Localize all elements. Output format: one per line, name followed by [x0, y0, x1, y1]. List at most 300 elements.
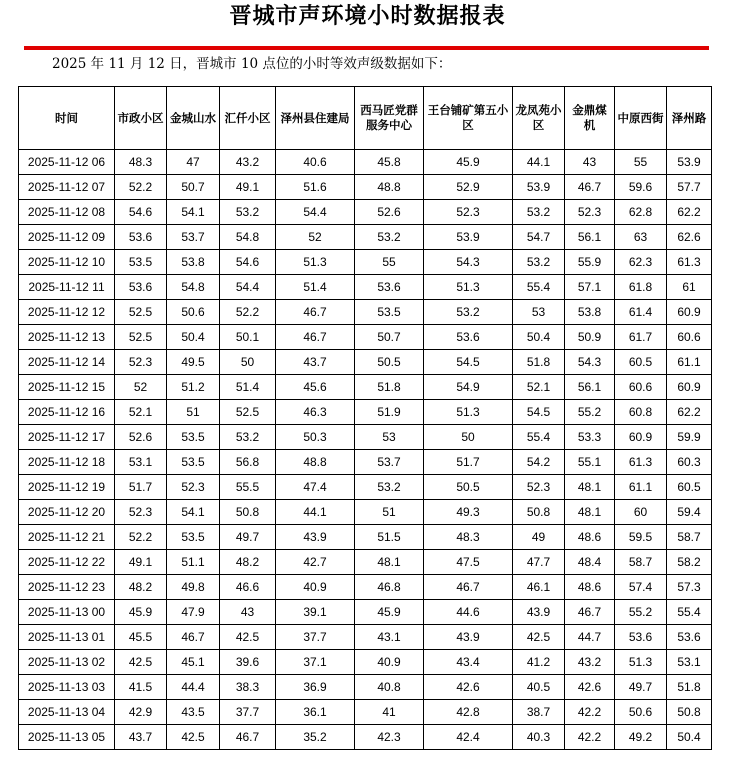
value-cell: 41: [355, 700, 424, 725]
table-row: [19, 725, 712, 750]
value-cell: 42.2: [565, 700, 615, 725]
value-cell: 46.7: [424, 575, 513, 600]
value-cell: 51.6: [276, 175, 355, 200]
column-header: 汇仟小区: [220, 87, 276, 150]
value-cell: 53.8: [565, 300, 615, 325]
value-cell: 46.1: [513, 575, 565, 600]
value-cell: 53: [513, 300, 565, 325]
time-cell: 2025-11-12 20: [19, 500, 115, 525]
value-cell: 53.6: [355, 275, 424, 300]
value-cell: 54.4: [220, 275, 276, 300]
value-cell: 54.3: [424, 250, 513, 275]
value-cell: 50.4: [667, 725, 712, 750]
time-cell: 2025-11-13 01: [19, 625, 115, 650]
value-cell: 51.4: [276, 275, 355, 300]
value-cell: 58.7: [615, 550, 667, 575]
value-cell: 50.6: [167, 300, 220, 325]
value-cell: 42.6: [424, 675, 513, 700]
column-header: 泽州路: [667, 87, 712, 150]
value-cell: 53.5: [167, 425, 220, 450]
value-cell: 52: [276, 225, 355, 250]
value-cell: 50: [220, 350, 276, 375]
value-cell: 45.5: [115, 625, 167, 650]
table-row: [19, 500, 712, 525]
time-cell: 2025-11-12 18: [19, 450, 115, 475]
value-cell: 55.9: [565, 250, 615, 275]
title-divider: [24, 46, 709, 50]
value-cell: 52.6: [115, 425, 167, 450]
value-cell: 53.3: [565, 425, 615, 450]
value-cell: 45.9: [115, 600, 167, 625]
time-cell: 2025-11-13 02: [19, 650, 115, 675]
table-body: [19, 150, 712, 750]
value-cell: 55: [615, 150, 667, 175]
value-cell: 46.7: [167, 625, 220, 650]
value-cell: 44.6: [424, 600, 513, 625]
value-cell: 48.1: [565, 475, 615, 500]
value-cell: 51.7: [115, 475, 167, 500]
value-cell: 42.8: [424, 700, 513, 725]
value-cell: 60.9: [615, 425, 667, 450]
value-cell: 48.3: [424, 525, 513, 550]
value-cell: 50.1: [220, 325, 276, 350]
value-cell: 38.3: [220, 675, 276, 700]
value-cell: 58.2: [667, 550, 712, 575]
value-cell: 50: [424, 425, 513, 450]
report-subtitle: 2025 年 11 月 12 日，晋城市 10 点位的小时等效声级数据如下：: [52, 56, 452, 72]
value-cell: 43.7: [276, 350, 355, 375]
value-cell: 51.1: [167, 550, 220, 575]
value-cell: 62.3: [615, 250, 667, 275]
value-cell: 45.1: [167, 650, 220, 675]
table-row: [19, 375, 712, 400]
value-cell: 43.2: [220, 150, 276, 175]
table-row: [19, 525, 712, 550]
value-cell: 59.6: [615, 175, 667, 200]
value-cell: 54.5: [424, 350, 513, 375]
value-cell: 54.8: [220, 225, 276, 250]
value-cell: 51.9: [355, 400, 424, 425]
value-cell: 40.6: [276, 150, 355, 175]
value-cell: 50.3: [276, 425, 355, 450]
value-cell: 56.8: [220, 450, 276, 475]
value-cell: 41.5: [115, 675, 167, 700]
value-cell: 56.1: [565, 375, 615, 400]
value-cell: 57.4: [615, 575, 667, 600]
value-cell: 52.2: [115, 175, 167, 200]
value-cell: 41.2: [513, 650, 565, 675]
value-cell: 53: [355, 425, 424, 450]
value-cell: 42.5: [115, 650, 167, 675]
time-cell: 2025-11-12 07: [19, 175, 115, 200]
value-cell: 61.7: [615, 325, 667, 350]
value-cell: 51.3: [424, 275, 513, 300]
value-cell: 53.5: [167, 450, 220, 475]
value-cell: 52.1: [115, 400, 167, 425]
value-cell: 42.3: [355, 725, 424, 750]
table-row: [19, 700, 712, 725]
value-cell: 53.6: [615, 625, 667, 650]
value-cell: 54.3: [565, 350, 615, 375]
value-cell: 52.5: [115, 325, 167, 350]
table-row: [19, 275, 712, 300]
value-cell: 51.3: [424, 400, 513, 425]
value-cell: 42.5: [513, 625, 565, 650]
time-cell: 2025-11-12 21: [19, 525, 115, 550]
value-cell: 54.4: [276, 200, 355, 225]
table-row: [19, 175, 712, 200]
column-header: 王台铺矿第五小区: [424, 87, 513, 150]
value-cell: 55.5: [220, 475, 276, 500]
value-cell: 60.9: [667, 300, 712, 325]
time-cell: 2025-11-12 22: [19, 550, 115, 575]
value-cell: 47: [167, 150, 220, 175]
value-cell: 50.8: [513, 500, 565, 525]
value-cell: 49.1: [220, 175, 276, 200]
value-cell: 51.3: [615, 650, 667, 675]
value-cell: 46.6: [220, 575, 276, 600]
value-cell: 60: [615, 500, 667, 525]
value-cell: 49.7: [220, 525, 276, 550]
value-cell: 56.1: [565, 225, 615, 250]
value-cell: 61.1: [615, 475, 667, 500]
value-cell: 48.8: [355, 175, 424, 200]
value-cell: 52.2: [220, 300, 276, 325]
value-cell: 53.2: [513, 250, 565, 275]
table-row: [19, 650, 712, 675]
value-cell: 52.3: [424, 200, 513, 225]
value-cell: 60.6: [667, 325, 712, 350]
value-cell: 53.2: [355, 225, 424, 250]
column-header: 泽州县住建局: [276, 87, 355, 150]
value-cell: 62.2: [667, 200, 712, 225]
value-cell: 61.3: [667, 250, 712, 275]
column-header: 中原西街: [615, 87, 667, 150]
value-cell: 44.4: [167, 675, 220, 700]
value-cell: 44.7: [565, 625, 615, 650]
value-cell: 53.1: [115, 450, 167, 475]
value-cell: 53.9: [424, 225, 513, 250]
value-cell: 54.6: [115, 200, 167, 225]
value-cell: 54.2: [513, 450, 565, 475]
value-cell: 49.1: [115, 550, 167, 575]
value-cell: 40.3: [513, 725, 565, 750]
value-cell: 53.9: [513, 175, 565, 200]
time-cell: 2025-11-12 06: [19, 150, 115, 175]
time-cell: 2025-11-13 03: [19, 675, 115, 700]
value-cell: 48.6: [565, 525, 615, 550]
value-cell: 48.8: [276, 450, 355, 475]
column-header: 金鼎煤机: [565, 87, 615, 150]
value-cell: 52.3: [115, 350, 167, 375]
table-row: [19, 450, 712, 475]
value-cell: 50.5: [424, 475, 513, 500]
value-cell: 63: [615, 225, 667, 250]
value-cell: 45.9: [424, 150, 513, 175]
time-cell: 2025-11-12 14: [19, 350, 115, 375]
value-cell: 48.4: [565, 550, 615, 575]
value-cell: 60.5: [615, 350, 667, 375]
value-cell: 46.7: [565, 175, 615, 200]
value-cell: 52.9: [424, 175, 513, 200]
value-cell: 48.1: [355, 550, 424, 575]
value-cell: 51.5: [355, 525, 424, 550]
table-row: [19, 250, 712, 275]
value-cell: 39.6: [220, 650, 276, 675]
value-cell: 42.5: [220, 625, 276, 650]
value-cell: 52.3: [513, 475, 565, 500]
table-row: [19, 200, 712, 225]
value-cell: 62.8: [615, 200, 667, 225]
value-cell: 51.2: [167, 375, 220, 400]
value-cell: 40.9: [355, 650, 424, 675]
value-cell: 54.1: [167, 200, 220, 225]
value-cell: 37.7: [276, 625, 355, 650]
value-cell: 54.8: [167, 275, 220, 300]
time-cell: 2025-11-12 15: [19, 375, 115, 400]
table-row: [19, 425, 712, 450]
time-cell: 2025-11-12 08: [19, 200, 115, 225]
time-cell: 2025-11-12 10: [19, 250, 115, 275]
value-cell: 59.9: [667, 425, 712, 450]
value-cell: 60.6: [615, 375, 667, 400]
value-cell: 54.6: [220, 250, 276, 275]
value-cell: 52.5: [115, 300, 167, 325]
value-cell: 53.2: [424, 300, 513, 325]
value-cell: 49.7: [615, 675, 667, 700]
value-cell: 47.5: [424, 550, 513, 575]
value-cell: 43.4: [424, 650, 513, 675]
value-cell: 53.2: [355, 475, 424, 500]
value-cell: 53.6: [667, 625, 712, 650]
value-cell: 50.4: [167, 325, 220, 350]
value-cell: 61.3: [615, 450, 667, 475]
value-cell: 53.9: [667, 150, 712, 175]
table-row: [19, 600, 712, 625]
value-cell: 49: [513, 525, 565, 550]
value-cell: 45.9: [355, 600, 424, 625]
value-cell: 55.2: [615, 600, 667, 625]
value-cell: 39.1: [276, 600, 355, 625]
time-cell: 2025-11-12 11: [19, 275, 115, 300]
value-cell: 60.5: [667, 475, 712, 500]
value-cell: 40.5: [513, 675, 565, 700]
table-row: [19, 400, 712, 425]
value-cell: 57.3: [667, 575, 712, 600]
value-cell: 47.7: [513, 550, 565, 575]
table-row: [19, 325, 712, 350]
value-cell: 43.2: [565, 650, 615, 675]
value-cell: 46.7: [276, 325, 355, 350]
value-cell: 43.7: [115, 725, 167, 750]
value-cell: 51: [355, 500, 424, 525]
value-cell: 52.3: [115, 500, 167, 525]
value-cell: 45.8: [355, 150, 424, 175]
value-cell: 46.7: [565, 600, 615, 625]
value-cell: 50.8: [220, 500, 276, 525]
table-row: [19, 675, 712, 700]
value-cell: 49.8: [167, 575, 220, 600]
value-cell: 54.9: [424, 375, 513, 400]
value-cell: 53.5: [167, 525, 220, 550]
value-cell: 47.4: [276, 475, 355, 500]
value-cell: 60.8: [615, 400, 667, 425]
value-cell: 53.6: [115, 275, 167, 300]
value-cell: 46.3: [276, 400, 355, 425]
value-cell: 55.4: [513, 425, 565, 450]
value-cell: 42.9: [115, 700, 167, 725]
value-cell: 49.3: [424, 500, 513, 525]
value-cell: 60.9: [667, 375, 712, 400]
value-cell: 50.8: [667, 700, 712, 725]
value-cell: 42.7: [276, 550, 355, 575]
value-cell: 45.6: [276, 375, 355, 400]
value-cell: 52.2: [115, 525, 167, 550]
column-header: 市政小区: [115, 87, 167, 150]
value-cell: 54.1: [167, 500, 220, 525]
value-cell: 61.1: [667, 350, 712, 375]
time-cell: 2025-11-13 04: [19, 700, 115, 725]
time-cell: 2025-11-12 19: [19, 475, 115, 500]
column-header: 西马匠党群服务中心: [355, 87, 424, 150]
value-cell: 53.7: [167, 225, 220, 250]
value-cell: 55: [355, 250, 424, 275]
value-cell: 59.4: [667, 500, 712, 525]
time-cell: 2025-11-12 12: [19, 300, 115, 325]
value-cell: 48.2: [115, 575, 167, 600]
time-cell: 2025-11-13 00: [19, 600, 115, 625]
value-cell: 57.7: [667, 175, 712, 200]
value-cell: 52.3: [565, 200, 615, 225]
value-cell: 49.5: [167, 350, 220, 375]
time-cell: 2025-11-12 13: [19, 325, 115, 350]
value-cell: 43: [220, 600, 276, 625]
value-cell: 55.4: [513, 275, 565, 300]
table-row: [19, 150, 712, 175]
column-header: 龙凤苑小区: [513, 87, 565, 150]
value-cell: 62.6: [667, 225, 712, 250]
value-cell: 52.6: [355, 200, 424, 225]
value-cell: 53.6: [424, 325, 513, 350]
table-row: [19, 625, 712, 650]
value-cell: 51.7: [424, 450, 513, 475]
value-cell: 50.7: [167, 175, 220, 200]
table-row: [19, 350, 712, 375]
value-cell: 58.7: [667, 525, 712, 550]
table-row: [19, 475, 712, 500]
column-header: 时间: [19, 87, 115, 150]
value-cell: 43.9: [276, 525, 355, 550]
value-cell: 42.6: [565, 675, 615, 700]
value-cell: 36.1: [276, 700, 355, 725]
value-cell: 37.1: [276, 650, 355, 675]
value-cell: 53.6: [115, 225, 167, 250]
value-cell: 55.2: [565, 400, 615, 425]
value-cell: 62.2: [667, 400, 712, 425]
value-cell: 51.4: [220, 375, 276, 400]
value-cell: 43.5: [167, 700, 220, 725]
time-cell: 2025-11-12 17: [19, 425, 115, 450]
value-cell: 42.2: [565, 725, 615, 750]
value-cell: 61.8: [615, 275, 667, 300]
value-cell: 48.2: [220, 550, 276, 575]
value-cell: 52: [115, 375, 167, 400]
value-cell: 43: [565, 150, 615, 175]
value-cell: 50.6: [615, 700, 667, 725]
value-cell: 40.9: [276, 575, 355, 600]
value-cell: 53.2: [220, 200, 276, 225]
value-cell: 46.7: [220, 725, 276, 750]
value-cell: 40.8: [355, 675, 424, 700]
value-cell: 43.1: [355, 625, 424, 650]
time-cell: 2025-11-12 23: [19, 575, 115, 600]
value-cell: 36.9: [276, 675, 355, 700]
value-cell: 50.4: [513, 325, 565, 350]
value-cell: 51.8: [667, 675, 712, 700]
value-cell: 60.3: [667, 450, 712, 475]
table-header-row: [19, 87, 712, 150]
table-row: [19, 550, 712, 575]
value-cell: 47.9: [167, 600, 220, 625]
value-cell: 44.1: [513, 150, 565, 175]
value-cell: 46.7: [276, 300, 355, 325]
value-cell: 61: [667, 275, 712, 300]
value-cell: 43.9: [424, 625, 513, 650]
time-cell: 2025-11-12 16: [19, 400, 115, 425]
value-cell: 48.3: [115, 150, 167, 175]
value-cell: 51.8: [355, 375, 424, 400]
report-title: 晋城市声环境小时数据报表: [229, 4, 506, 29]
value-cell: 52.3: [167, 475, 220, 500]
value-cell: 50.7: [355, 325, 424, 350]
value-cell: 38.7: [513, 700, 565, 725]
value-cell: 53.8: [167, 250, 220, 275]
value-cell: 53.2: [513, 200, 565, 225]
noise-data-table: [18, 86, 712, 750]
value-cell: 51.8: [513, 350, 565, 375]
value-cell: 49.2: [615, 725, 667, 750]
value-cell: 61.4: [615, 300, 667, 325]
value-cell: 57.1: [565, 275, 615, 300]
table-row: [19, 575, 712, 600]
value-cell: 42.5: [167, 725, 220, 750]
table-row: [19, 300, 712, 325]
value-cell: 48.1: [565, 500, 615, 525]
value-cell: 35.2: [276, 725, 355, 750]
table-row: [19, 225, 712, 250]
time-cell: 2025-11-13 05: [19, 725, 115, 750]
value-cell: 55.4: [667, 600, 712, 625]
value-cell: 46.8: [355, 575, 424, 600]
column-header: 金城山水: [167, 87, 220, 150]
value-cell: 52.5: [220, 400, 276, 425]
value-cell: 53.7: [355, 450, 424, 475]
value-cell: 54.7: [513, 225, 565, 250]
value-cell: 54.5: [513, 400, 565, 425]
value-cell: 55.1: [565, 450, 615, 475]
value-cell: 52.1: [513, 375, 565, 400]
value-cell: 59.5: [615, 525, 667, 550]
value-cell: 51.3: [276, 250, 355, 275]
value-cell: 48.6: [565, 575, 615, 600]
value-cell: 53.5: [355, 300, 424, 325]
time-cell: 2025-11-12 09: [19, 225, 115, 250]
value-cell: 51: [167, 400, 220, 425]
value-cell: 50.5: [355, 350, 424, 375]
value-cell: 44.1: [276, 500, 355, 525]
value-cell: 53.5: [115, 250, 167, 275]
value-cell: 50.9: [565, 325, 615, 350]
